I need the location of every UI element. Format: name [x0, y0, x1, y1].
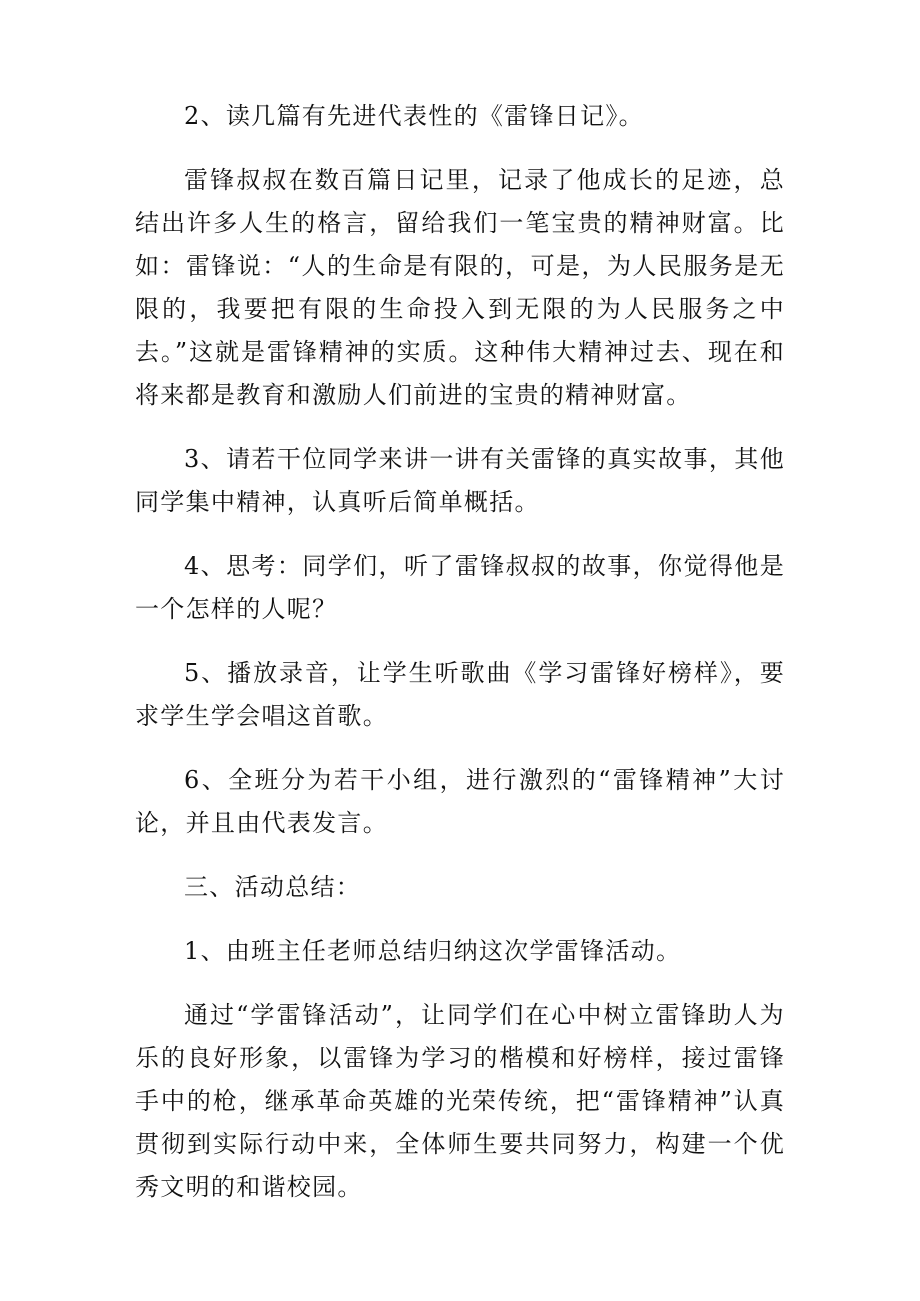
paragraph-step-5-song: 5、播放录音，让学生听歌曲《学习雷锋好榜样》，要求学生学会唱这首歌。 [135, 659, 785, 730]
paragraph-step-6-discussion: 6、全班分为若干小组，进行激烈的“雷锋精神”大讨论，并且由代表发言。 [135, 766, 785, 837]
paragraph-step-3-stories: 3、请若干位同学来讲一讲有关雷锋的真实故事，其他同学集中精神，认真听后简单概括。 [135, 445, 785, 516]
section-heading-summary: 三、活动总结： [184, 873, 362, 901]
paragraph-step-2-diary: 2、读几篇有先进代表性的《雷锋日记》。 [184, 102, 644, 130]
paragraph-summary-content: 通过“学雷锋活动”，让同学们在心中树立雷锋助人为乐的良好形象，以雷锋为学习的楷模和好榜样，接过雷锋手中的枪，继承革命英雄的光荣传统，把“雷锋精神”认真贯彻到实际行动中来，全体师生要共同努力，构建一个优秀文明的和谐校园。 [135, 1001, 785, 1201]
paragraph-diary-content: 雷锋叔叔在数百篇日记里，记录了他成长的足迹，总结出许多人生的格言，留给我们一笔宝贵的精神财富。比如：雷锋说：“人的生命是有限的，可是，为人民服务是无限的，我要把有限的生命投入到无限的为人民服务之中去。”这就是雷锋精神的实质。这种伟大精神过去、现在和将来都是教育和激励人们前进的宝贵的精神财富。 [135, 166, 785, 409]
paragraph-step-4-think: 4、思考：同学们，听了雷锋叔叔的故事，你觉得他是一个怎样的人呢？ [135, 552, 785, 623]
document-body [135, 95, 785, 1230]
paragraph-summary-step-1: 1、由班主任老师总结归纳这次学雷锋活动。 [184, 937, 682, 965]
